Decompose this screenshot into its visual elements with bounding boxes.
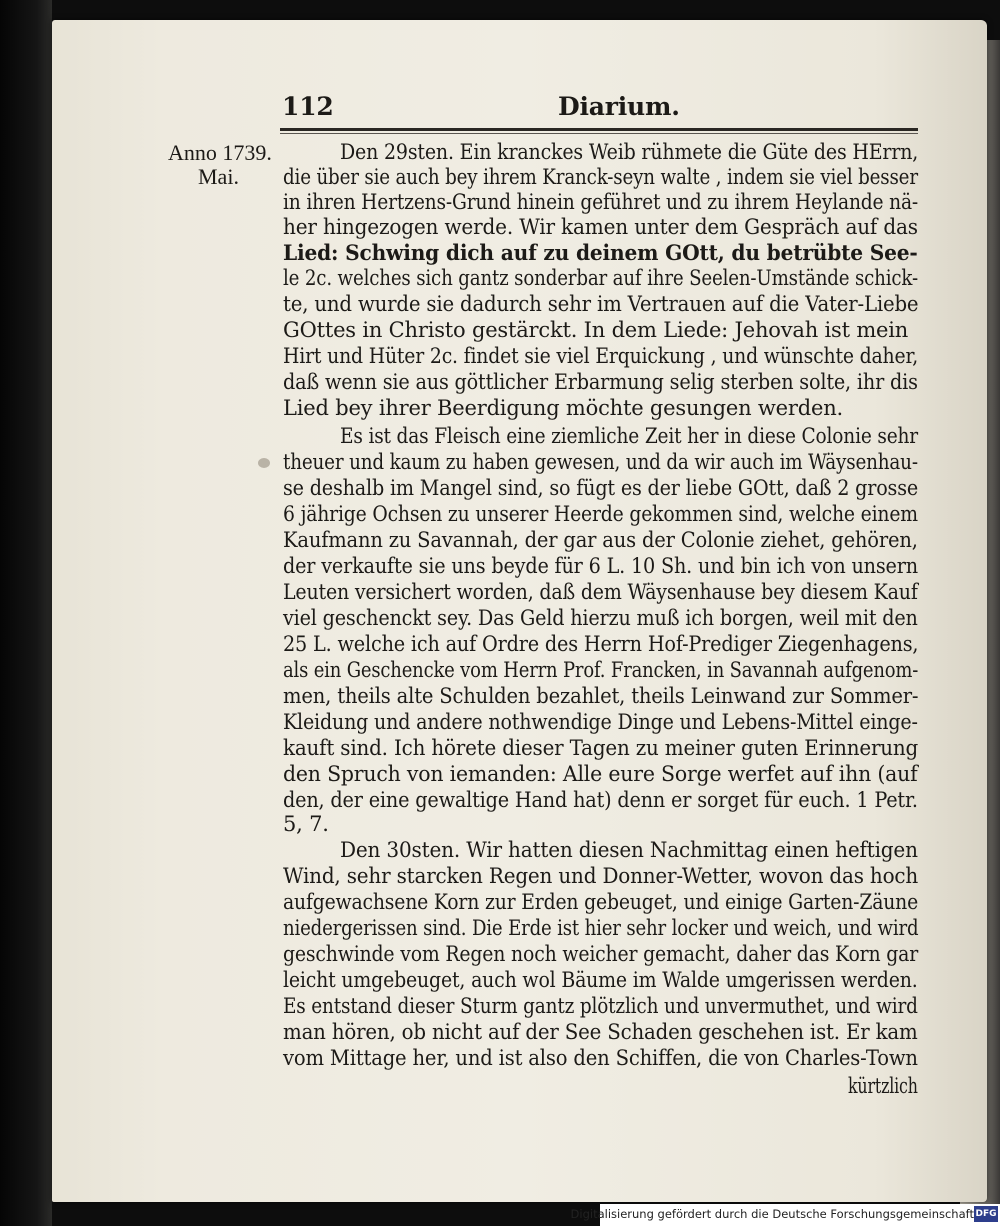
- text-line: man hören, ob nicht auf der See Schaden geschehen ist. Er kam: [283, 1020, 918, 1044]
- header-rule: [280, 128, 918, 131]
- digitization-credit: Digitalisierung gefördert durch die Deutsche Forschungsgemeinschaft: [570, 1207, 974, 1221]
- text-line: 5, 7.: [283, 812, 329, 836]
- text-line: 25 L. welche ich auf Ordre des Herrn Hof-Prediger Ziegenhagens,: [283, 632, 919, 656]
- margin-year: Anno 1739.: [168, 140, 272, 165]
- running-title: Diarium.: [558, 92, 680, 121]
- text-line: se deshalb im Mangel sind, so fügt es der liebe GOtt, daß 2 grosse: [283, 476, 919, 500]
- text-line: den Spruch von iemanden: Alle eure Sorge werfet auf ihn (auf: [283, 762, 918, 786]
- text-line: geschwinde vom Regen noch weicher gemacht, daher das Korn gar: [283, 942, 919, 966]
- text-line: le 2c. welches sich gantz sonderbar auf ihre Seelen-Umstände schick-: [283, 266, 918, 290]
- text-line: Es ist das Fleisch eine ziemliche Zeit her in diese Colonie sehr: [340, 424, 918, 448]
- text-line: Leuten versichert worden, daß dem Wäysenhause bey diesem Kauf: [283, 580, 918, 604]
- text-line: den, der eine gewaltige Hand hat) denn er sorget für euch. 1 Petr.: [283, 788, 918, 812]
- text-line: theuer und kaum zu haben gewesen, und da wir auch im Wäysenhau-: [283, 450, 918, 474]
- text-line: Den 29sten. Ein kranckes Weib rühmete die Güte des HErrn,: [340, 140, 919, 164]
- text-line: die über sie auch bey ihrem Kranck-seyn walte , indem sie viel besser: [283, 165, 918, 189]
- text-line: her hingezogen werde. Wir kamen unter dem Gespräch auf das: [283, 215, 918, 239]
- header-rule-thin: [280, 133, 918, 134]
- text-line: kauft sind. Ich hörete dieser Tagen zu meiner guten Erinnerung: [283, 736, 919, 760]
- text-line: te, und wurde sie dadurch sehr im Vertrauen auf die Vater-Liebe: [283, 292, 919, 316]
- text-line: aufgewachsene Korn zur Erden gebeuget, und einige Garten-Zäune: [283, 890, 919, 914]
- text-line: Kaufmann zu Savannah, der gar aus der Colonie ziehet, gehören,: [283, 528, 918, 552]
- text-line: Lied: Schwing dich auf zu deinem GOtt, du betrübte See-: [283, 240, 918, 265]
- text-line: niedergerissen sind. Die Erde ist hier sehr locker und weich, und wird: [283, 916, 919, 940]
- text-line: der verkaufte sie uns beyde für 6 L. 10 Sh. und bin ich von unsern: [283, 554, 918, 578]
- page-number: 112: [282, 92, 334, 121]
- dfg-logo: DFG: [974, 1206, 998, 1222]
- text-line: vom Mittage her, und ist also den Schiffen, die von Charles-Town: [283, 1046, 918, 1070]
- catchword: kürtzlich: [848, 1074, 918, 1098]
- text-line: leicht umgebeuget, auch wol Bäume im Walde umgerissen werden.: [283, 968, 918, 992]
- text-line: viel geschenckt sey. Das Geld hierzu muß ich borgen, weil mit den: [283, 606, 918, 630]
- text-line: Den 30sten. Wir hatten diesen Nachmittag einen heftigen: [340, 838, 918, 862]
- text-line: Lied bey ihrer Beerdigung möchte gesungen werden.: [283, 396, 843, 420]
- text-line: 6 jährige Ochsen zu unserer Heerde gekommen sind, welche einem: [283, 502, 918, 526]
- page-stain: [258, 458, 270, 468]
- margin-month: Mai.: [198, 164, 239, 189]
- text-line: Kleidung und andere nothwendige Dinge und Lebens-Mittel einge-: [283, 710, 918, 734]
- text-line: Es entstand dieser Sturm gantz plötzlich und unvermuthet, und wird: [283, 994, 918, 1018]
- text-line: in ihren Hertzens-Grund hinein geführet und zu ihrem Heylande nä-: [283, 190, 919, 214]
- text-line: Wind, sehr starcken Regen und Donner-Wetter, wovon das hoch: [283, 864, 919, 888]
- book-gutter: [0, 0, 52, 1226]
- text-line: GOttes in Christo gestärckt. In dem Liede: Jehovah ist mein: [283, 318, 909, 342]
- text-line: daß wenn sie aus göttlicher Erbarmung selig sterben solte, ihr dis: [283, 370, 918, 394]
- text-line: Hirt und Hüter 2c. findet sie viel Erquickung , und wünschte daher,: [283, 344, 919, 368]
- text-line: als ein Geschencke vom Herrn Prof. Francken, in Savannah aufgenom-: [283, 658, 919, 682]
- text-line: men, theils alte Schulden bezahlet, theils Leinwand zur Sommer-: [283, 684, 919, 708]
